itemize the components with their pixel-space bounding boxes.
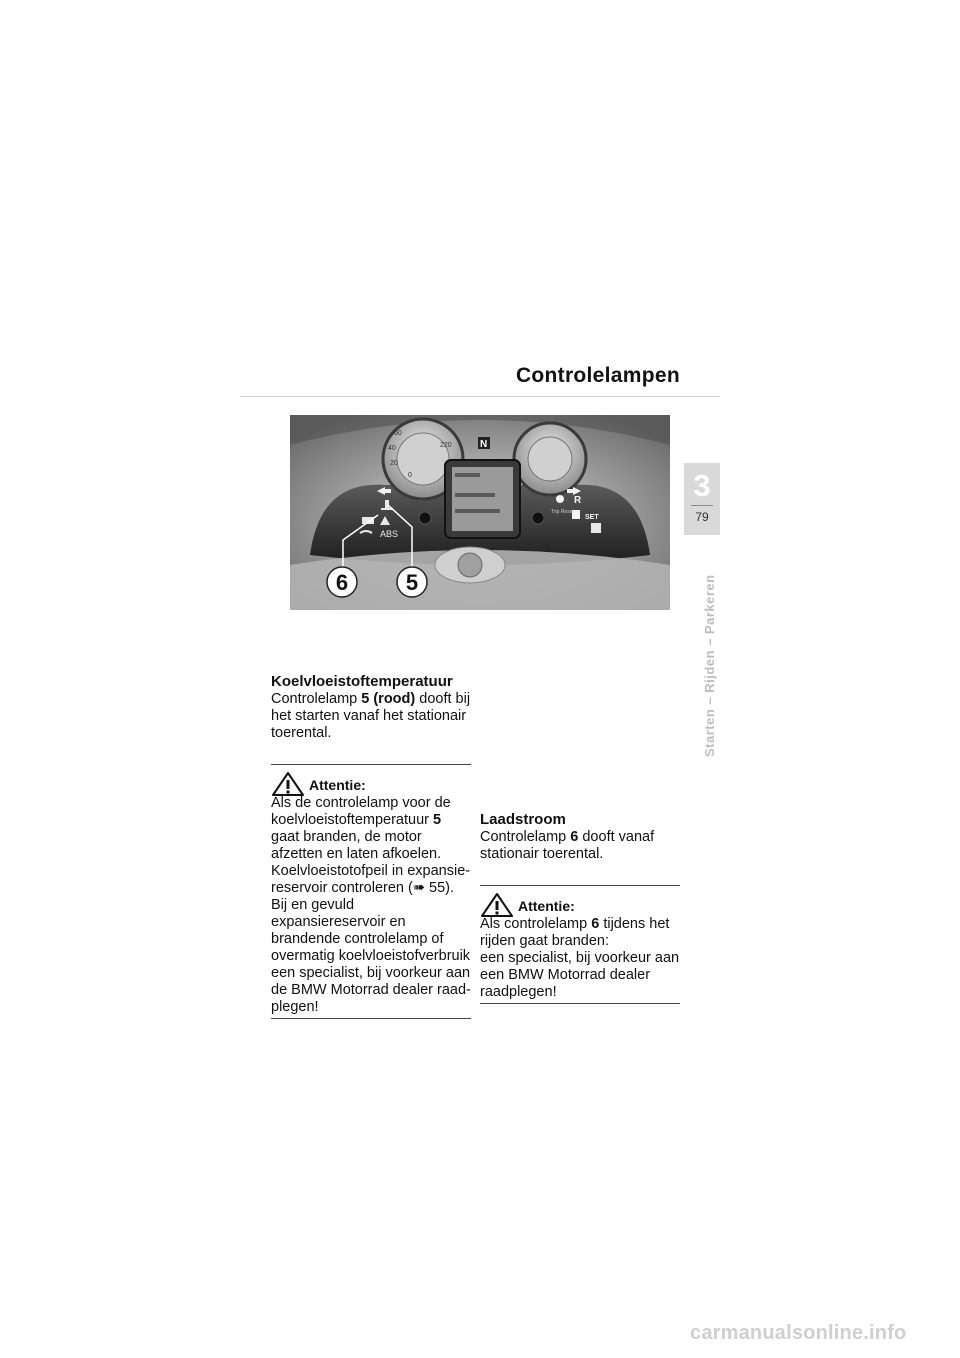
charging-intro [480, 829, 680, 863]
side-title-text: Starten – Rijden – Parkeren [702, 574, 717, 757]
coolant-temp-lamp [385, 500, 389, 508]
instrument-cluster-photo [290, 415, 670, 610]
speed-label-220: 220 [440, 442, 452, 449]
speed-label-60: 60 [394, 430, 402, 437]
page-number: 79 [695, 510, 709, 524]
coolant-warning-l1-pre: Als de controlelamp voor de koelvloeistoftemperatuur [271, 795, 451, 828]
coolant-warning-l2: Koelvloeistotofpeil in expansiereservoir controleren (➠ 55). [271, 863, 471, 896]
coolant-warning-label: Attentie: [309, 777, 366, 793]
parking-lamp [591, 523, 601, 533]
coolant-warning-l1-post: gaat branden, de motor afzetten en laten afkoelen. [271, 829, 442, 862]
warning-icon [480, 892, 514, 918]
charging-warning-l2: een specialist, bij voorkeur aan een BMW Motorrad dealer raadplegen! [480, 950, 680, 1000]
dot-lamp [556, 495, 564, 503]
chapter-tab [684, 463, 720, 535]
chapter-divider [691, 505, 713, 506]
charging-warning-l1-ref: 6 [591, 916, 600, 932]
charging-intro-ref: 6 [570, 829, 579, 845]
warning-icon [271, 771, 305, 797]
charging-warning-l1-post: tijdens het rijden gaat branden: [480, 916, 670, 949]
speed-label-0: 0 [408, 472, 412, 479]
ignition-lock [458, 553, 482, 577]
coolant-warning-l3: Bij en gevuld expansiereservoir en brandende controlelamp of overmatig koelvloeistofverbruik een specialist, bij voorkeur aan de BMW Motorrad dealer raadplegen! [271, 897, 471, 1015]
coolant-title: Koelvloeistoftemperatuur [271, 673, 453, 690]
coolant-intro-post: dooft bij het starten vanaf het stationair toerental. [271, 691, 471, 741]
trip-reset-button [532, 512, 544, 524]
charging-intro-post: dooft vanaf stationair toerental. [480, 829, 655, 862]
coolant-warning-l1 [271, 795, 471, 863]
callout-5-label: 5 [405, 570, 419, 595]
speed-label-20: 20 [390, 460, 398, 467]
charging-warning-head [480, 886, 680, 916]
speed-label-40: 40 [388, 445, 396, 452]
chapter-number: 3 [693, 468, 711, 503]
callout-6-label: 6 [335, 570, 349, 595]
coolant-intro [271, 691, 471, 742]
abs-lamp-label: ABS [380, 529, 399, 539]
watermark: carmanualsonline.info [690, 1322, 907, 1344]
charging-title: Laadstroom [480, 811, 566, 828]
charging-warning-label: Attentie: [518, 898, 575, 914]
coolant-warning-l1-ref: 5 [433, 812, 442, 828]
coolant-intro-ref: 5 (rood) [361, 691, 416, 707]
set-label: SET [585, 514, 599, 521]
charging-warning-l1-pre: Als controlelamp [480, 916, 592, 932]
charging-intro-pre: Controlelamp [480, 829, 571, 845]
title-divider [240, 396, 720, 397]
coolant-intro-pre: Controlelamp [271, 691, 362, 707]
neutral-label: N [480, 439, 488, 450]
coolant-section [271, 673, 471, 1019]
left-button [419, 512, 431, 524]
charging-warning-l1 [480, 916, 680, 950]
chapter-side-title [690, 543, 717, 757]
coolant-warning-head [271, 765, 471, 795]
charging-section [480, 811, 680, 1004]
coolant-warning [271, 764, 471, 1019]
page-title: Controlelampen [515, 364, 680, 387]
reverse-label: R [574, 495, 582, 506]
trip-reset-label: Trip Reset [551, 509, 574, 515]
charging-warning [480, 885, 680, 1004]
